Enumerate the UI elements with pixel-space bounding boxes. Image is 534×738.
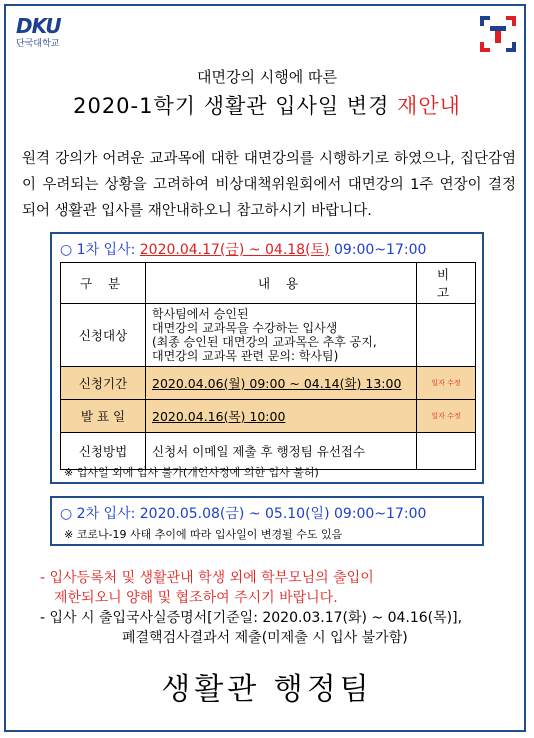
content-line: 학사팀에서 승인된: [152, 307, 249, 321]
first-entry-date: 2020.04.17(금) ~ 04.18(토): [139, 242, 330, 258]
signature: 생활관 행정팀: [161, 672, 373, 707]
content-line: 2020.04.06(월) 09:00 ~ 04.14(화) 13:00: [152, 376, 402, 391]
row-note: [417, 304, 476, 367]
header-category: 구 분: [61, 263, 146, 304]
header-note: 비 고: [417, 263, 476, 304]
notice-line: 제한되오니 양해 및 협조하여 주시기 바랍니다.: [54, 590, 338, 606]
second-entry-heading: [60, 503, 426, 523]
title-highlight: 재안내: [397, 94, 461, 118]
row-content: [146, 400, 417, 433]
notices: [40, 568, 510, 648]
intro-paragraph: 원격 강의가 어려운 교과목에 대한 대면강의를 시행하기로 하였으나, 집단감염이 우려되는 상황을 고려하여 비상대책위원회에서 대면강의 1주 연장이 결정되어 생활관 입사를 재안내하오니 참고하시기 바랍니다.: [22, 151, 516, 219]
first-entry-heading: [60, 239, 426, 259]
second-entry-date: 2020.05.08(금) ~ 05.10(일) 09:00~17:00: [139, 506, 427, 522]
first-entry-footnote: ※ 입사일 외에 입사 불가(개인사정에 의한 입사 불허): [64, 466, 319, 479]
content-line: 2020.04.16(목) 10:00: [152, 409, 286, 424]
notice-line: - 입사등록처 및 생활관내 학생 외에 학부모님의 출입이: [40, 570, 374, 586]
content-line: 대면강의 교과목을 수강하는 입사생: [152, 321, 338, 335]
table-row: [61, 400, 476, 433]
second-entry-box: [50, 496, 484, 546]
content-line: (최종 승인된 대면강의 교과목은 추후 공지,: [152, 335, 377, 349]
content-line: 대면강의 교과목 관련 문의: 학사팀): [152, 349, 339, 363]
row-label: 발 표 일: [61, 400, 146, 433]
title-text: 2020-1학기 생활관 입사일 변경: [73, 94, 398, 118]
table-row: [61, 367, 476, 400]
first-entry-table: [60, 262, 476, 470]
table-header-row: [61, 263, 476, 304]
row-content: [146, 304, 417, 367]
logo-mark: DKU: [16, 14, 61, 38]
first-entry-label: ○ 1차 입사:: [60, 242, 140, 258]
row-note: 일자 수정: [417, 400, 476, 433]
notice-line: 폐결핵검사결과서 제출(미제출 시 입사 불가함): [122, 630, 408, 646]
row-note: [417, 433, 476, 470]
row-label: 신청방법: [61, 433, 146, 470]
first-entry-box: [50, 232, 484, 484]
title-subtitle: 대면강의 시행에 따른: [197, 68, 337, 86]
title-main: [0, 90, 534, 120]
row-content: [146, 367, 417, 400]
second-entry-note: ※ 코로나-19 사태 추이에 따라 입사일이 변경될 수도 있음: [64, 528, 343, 541]
row-content: 신청서 이메일 제출 후 행정팀 유선접수: [146, 433, 417, 470]
row-label: 신청대상: [61, 304, 146, 367]
second-entry-label: ○ 2차 입사:: [60, 506, 140, 522]
row-note: 일자 수정: [417, 367, 476, 400]
row-label: 신청기간: [61, 367, 146, 400]
corner-emblem-icon: [478, 14, 518, 54]
dku-logo: [16, 14, 96, 56]
logo-name: 단국대학교: [16, 39, 60, 49]
table-row: [61, 304, 476, 367]
header-content: 내 용: [146, 263, 417, 304]
first-entry-time: 09:00~17:00: [329, 242, 427, 258]
notice-line: - 입사 시 출입국사실증명서[기준일: 2020.03.17(화) ~ 04.16(목)],: [40, 610, 463, 626]
